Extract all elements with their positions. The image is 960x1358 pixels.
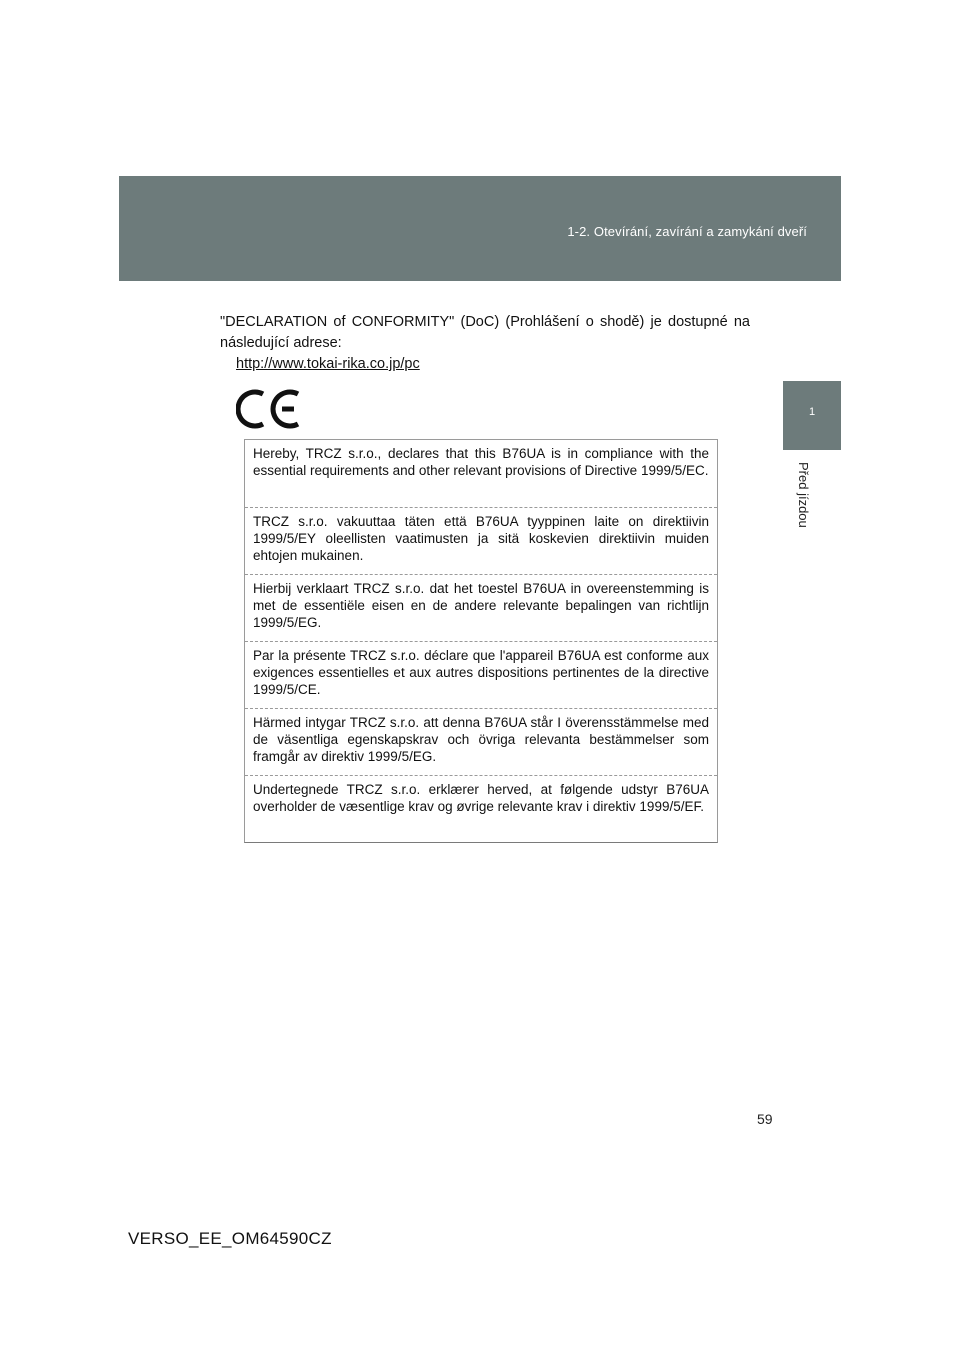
doc-url-link[interactable]: http://www.tokai-rika.co.jp/pc <box>236 356 420 372</box>
declaration-sv: Härmed intygar TRCZ s.r.o. att denna B76UA står I överensstämmelse med de väsentliga egenskapskrav och övriga relevanta bestämmelser som framgår av direktiv 1999/5/EG. <box>245 708 717 775</box>
declaration-table <box>244 439 718 843</box>
chapter-tab <box>783 381 841 450</box>
ce-mark-icon <box>236 388 302 430</box>
intro-paragraph: "DECLARATION of CONFORMITY" (DoC) (Prohlášení o shodě) je dostupné na následující adrese: <box>220 314 750 351</box>
declaration-fi: TRCZ s.r.o. vakuuttaa täten että B76UA tyyppinen laite on direktiivin 1999/5/EY oleellisten vaatimusten ja sitä koskevien direktiivin muiden ehtojen mukainen. <box>245 507 717 574</box>
section-title: 1-2. Otevírání, zavírání a zamykání dveří <box>567 224 807 239</box>
declaration-nl: Hierbij verklaart TRCZ s.r.o. dat het toestel B76UA in overeenstemming is met de essentiële eisen en de andere relevante bepalingen van richtlijn 1999/5/EG. <box>245 574 717 641</box>
declaration-en: Hereby, TRCZ s.r.o., declares that this B76UA is in compliance with the essential requirements and other relevant provisions of Directive 1999/5/EC. <box>253 446 709 478</box>
document-code: VERSO_EE_OM64590CZ <box>128 1229 332 1248</box>
declaration-fr: Par la présente TRCZ s.r.o. déclare que l'appareil B76UA est conforme aux exigences essentielles et aux autres dispositions pertinentes de la directive 1999/5/CE. <box>245 641 717 708</box>
header-band <box>119 176 841 281</box>
chapter-label: Před jízdou <box>796 462 811 528</box>
chapter-number: 1 <box>808 406 816 418</box>
page-number: 59 <box>757 1111 773 1127</box>
declaration-da: Undertegnede TRCZ s.r.o. erklærer herved, at følgende udstyr B76UA overholder de væsentlige krav og øvrige relevante krav i direktiv 1999/5/EF. <box>245 775 717 842</box>
